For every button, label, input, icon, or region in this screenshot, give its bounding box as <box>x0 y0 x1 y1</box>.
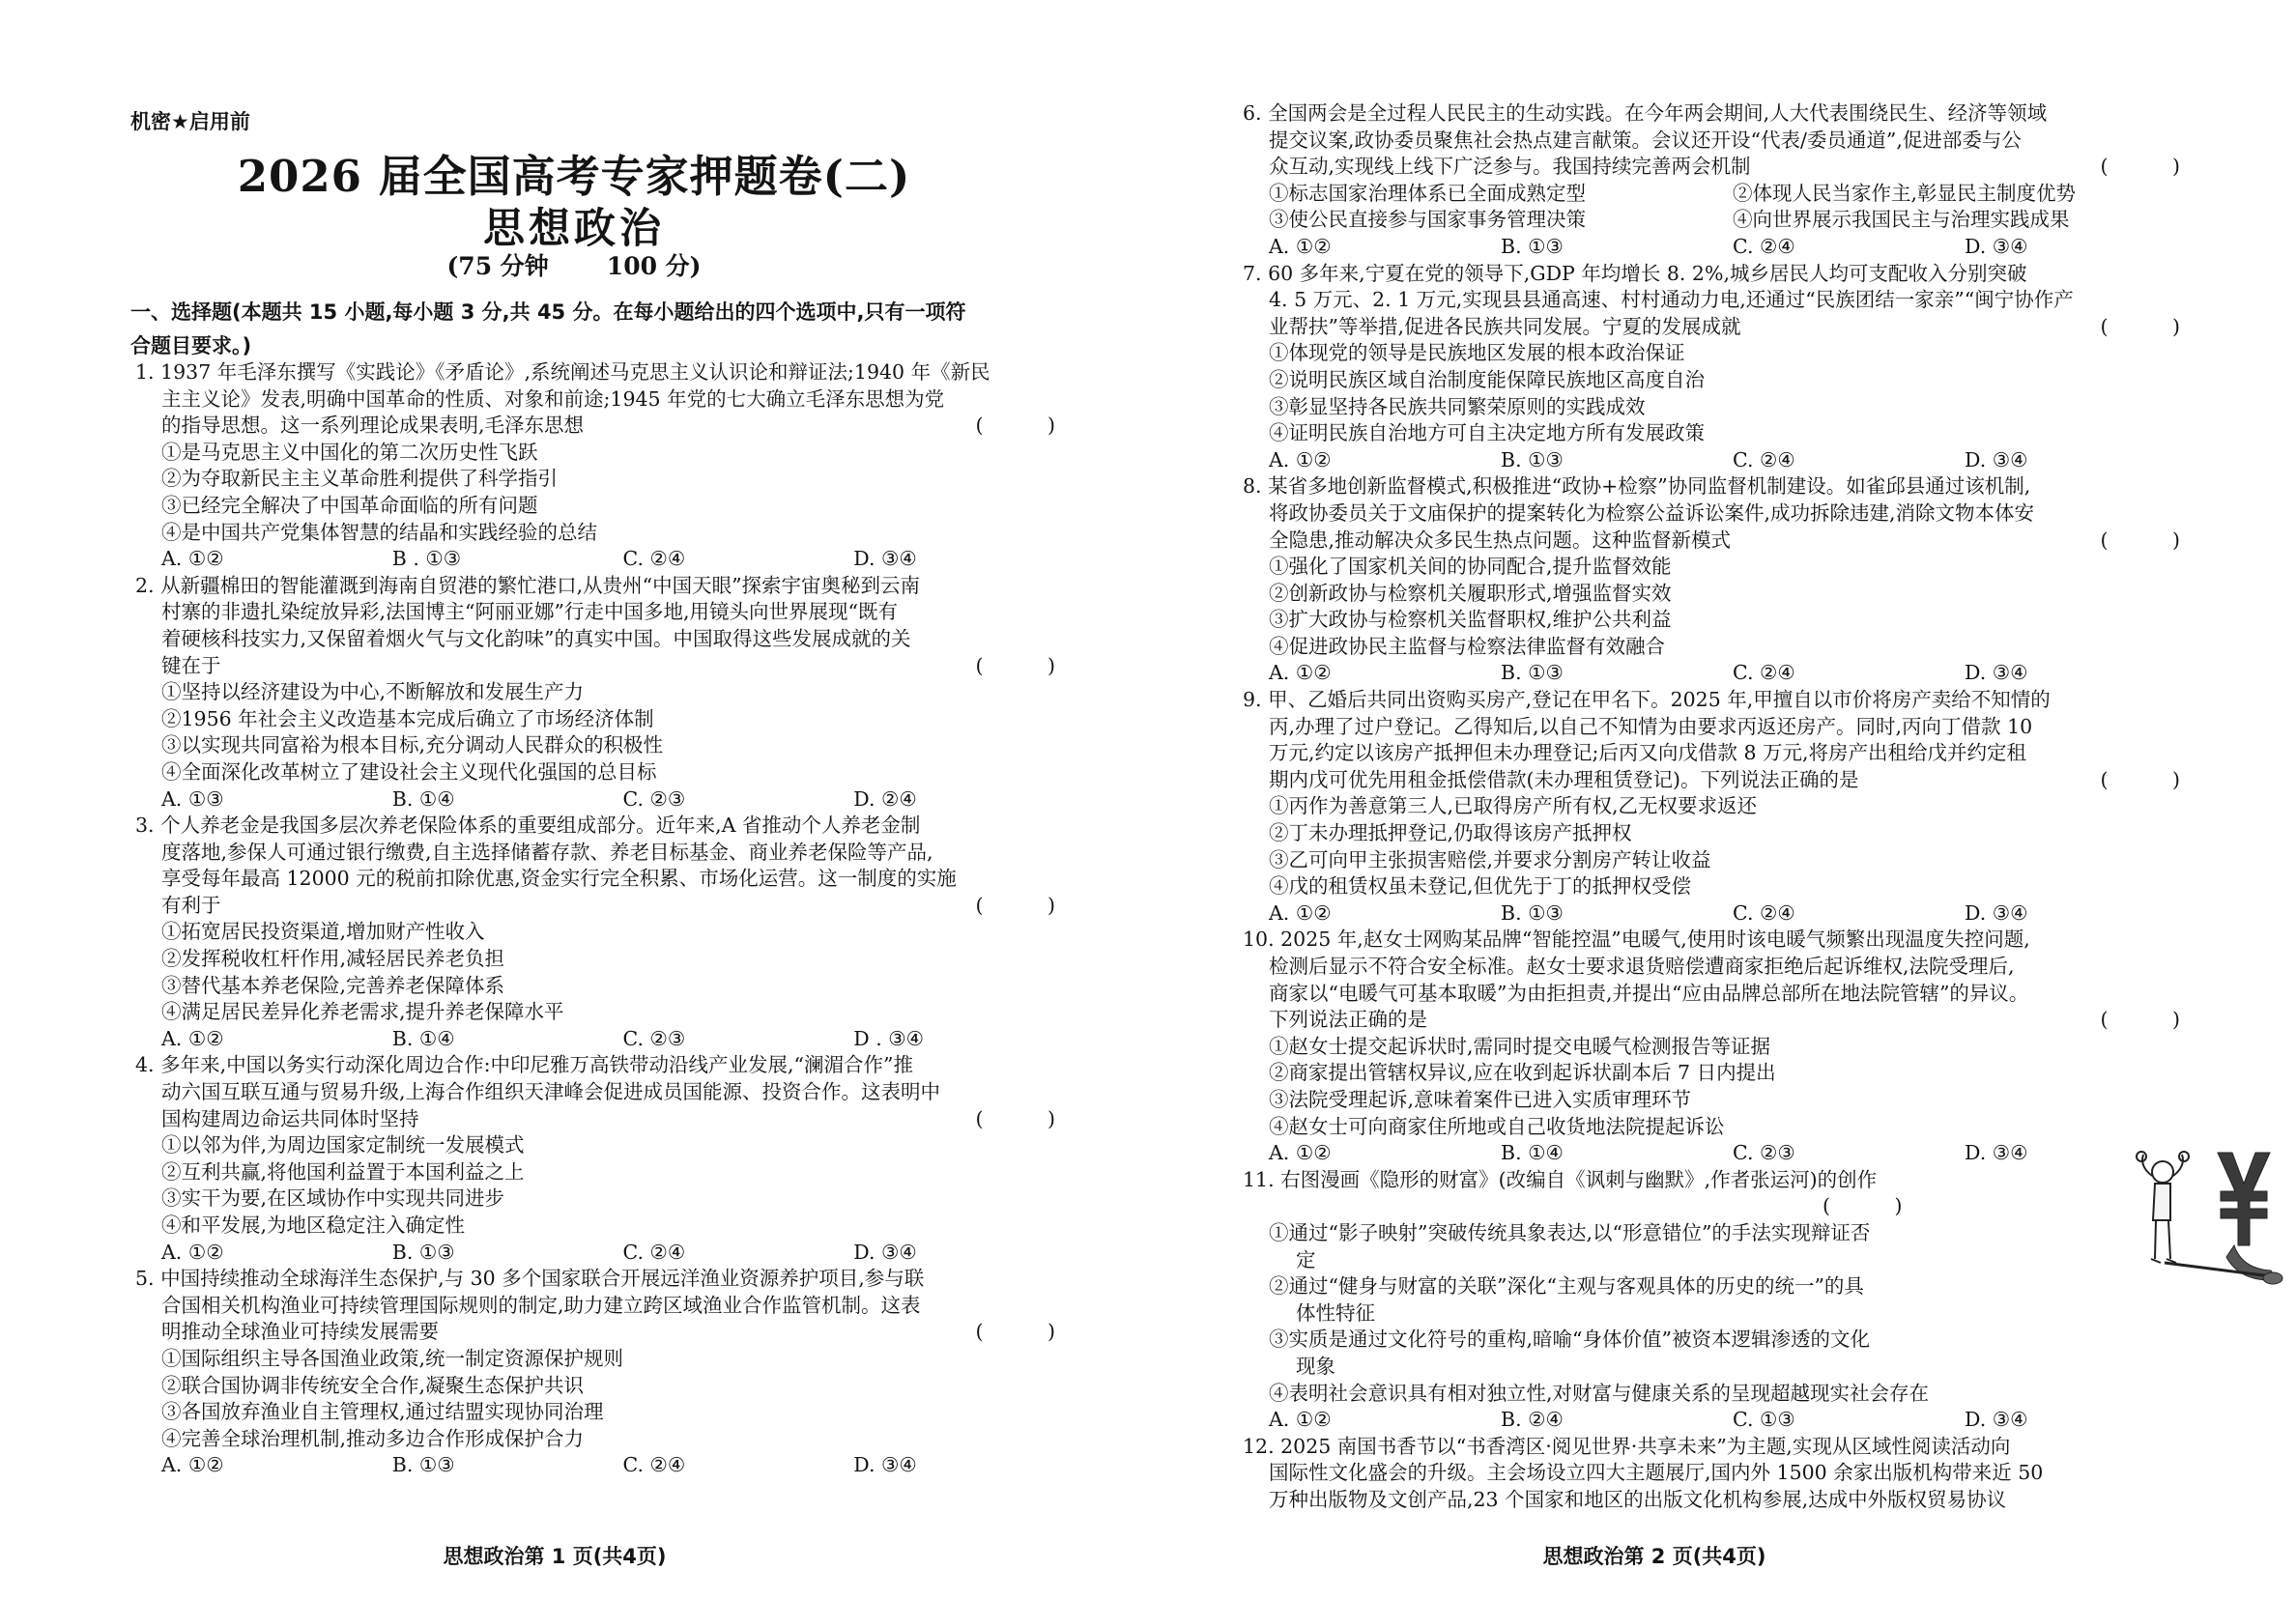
stem-text: 众互动,实现线上线下广泛参与。我国持续完善两会机制 <box>1269 155 1751 179</box>
answer-bracket: ( ) <box>2100 155 2209 179</box>
answer-bracket: ( ) <box>2100 528 2209 552</box>
choice-c: C. ②④ <box>1733 661 1795 685</box>
option: ③使公民直接参与国家事务管理决策 <box>1269 208 1586 232</box>
choice-a: A. ①② <box>1269 447 1332 471</box>
answer-bracket: ( ) <box>975 414 1084 438</box>
stem-line: 万种出版物及文创产品,23 个国家和地区的出版文化机构参展,达成中外版权贸易协议 <box>1269 1487 2007 1511</box>
exam-title: 2026 届全国高考专家押题卷(二) <box>237 151 911 202</box>
section-title-line: 一、选择题(本题共 15 小题,每小题 3 分,共 45 分。在每小题给出的四个选项中,只有一项符 <box>130 300 966 324</box>
option: ④和平发展,为地区稳定注入确定性 <box>161 1214 466 1237</box>
choices <box>135 1452 1084 1479</box>
stem-line: 着硬核科技实力,又保留着烟火气与文化韵味”的真实中国。中国取得这些发展成就的关 <box>161 626 911 650</box>
option: ②商家提出管辖权异议,应在收到起诉状副本后 7 日内提出 <box>1269 1061 1776 1085</box>
choice-a: A. ①② <box>161 1026 224 1050</box>
choice-c: C. ②④ <box>1733 447 1795 471</box>
option-cont: 现象 <box>1296 1354 1335 1378</box>
stem-text: 期内戊可优先用租金抵偿借款(未办理租赁登记)。下列说法正确的是 <box>1269 767 1859 791</box>
stem-line: 主主义论》发表,明确中国革命的性质、对象和前途;1945 年党的七大确立毛泽东思想为党 <box>161 386 945 411</box>
choice-c: C. ②③ <box>622 786 686 811</box>
option: ④向世界展示我国民主与治理实践成果 <box>1733 208 2070 232</box>
choice-a: A. ①② <box>1269 1141 1332 1165</box>
choice-d: D. ③④ <box>853 1453 917 1477</box>
stem-text: 键在于 <box>161 653 221 677</box>
choice-d: D. ③④ <box>1965 1408 2028 1432</box>
option: ①拓宽居民投资渠道,增加财产性收入 <box>161 920 485 944</box>
stem-text: 业帮扶”等举措,促进各民族共同发展。宁夏的发展成就 <box>1269 314 1741 338</box>
stem-line <box>135 653 1084 680</box>
option: ②为夺取新民主主义革命胜利提供了科学指引 <box>161 467 558 491</box>
option-row <box>1243 207 2209 234</box>
option: ②创新政协与检察机关履职形式,增强监督实效 <box>1269 581 1672 605</box>
choices <box>1243 1140 2209 1167</box>
option: ④是中国共产党集体智慧的结晶和实践经验的总结 <box>161 520 597 544</box>
stem-text: 下列说法正确的是 <box>1269 1008 1427 1032</box>
choice-c: C. ②④ <box>1733 234 1795 258</box>
option: ①体现党的领导是民族地区发展的根本政治保证 <box>1269 341 1685 365</box>
answer-bracket: ( ) <box>2100 314 2209 338</box>
option: ④满足居民差异化养老需求,提升养老保障水平 <box>161 1000 564 1024</box>
choice-b: B. ①③ <box>1501 447 1564 471</box>
choices <box>135 786 1084 814</box>
question-10 <box>1243 927 2209 1166</box>
option: ②互利共赢,将他国利益置于本国利益之上 <box>161 1159 525 1184</box>
choice-d: D. ③④ <box>1965 661 2028 685</box>
stem-line: 3. 个人养老金是我国多层次养老保险体系的重要组成部分。近年来,A 省推动个人养老金制 <box>135 814 921 838</box>
option: ③彰显坚持各民族共同繁荣原则的实践成效 <box>1269 394 1646 418</box>
question-2 <box>135 573 1084 813</box>
option: ③扩大政协与检察机关监督职权,维护公共利益 <box>1269 608 1672 632</box>
answer-bracket: ( ) <box>975 1320 1084 1344</box>
option: ③以实现共同富裕为根本目标,充分调动人民群众的积极性 <box>161 733 664 757</box>
option: ②丁未办理抵押登记,仍取得该房产抵押权 <box>1269 821 1632 845</box>
choice-c: C. ②④ <box>622 1453 686 1477</box>
choice-b: B. ①③ <box>1501 234 1564 258</box>
choice-a: A. ①② <box>161 1453 224 1477</box>
option: ②通过“健身与财富的关联”深化“主观与客观具体的历史的统一”的具 <box>1269 1274 1864 1299</box>
confidential-label: 机密★启用前 <box>130 110 250 133</box>
question-5 <box>135 1266 1084 1479</box>
option: ④完善全球治理机制,推动多边合作形成保护合力 <box>161 1426 585 1450</box>
choices <box>135 1026 1084 1053</box>
option: ③法院受理起诉,意味着案件已进入实质审理环节 <box>1269 1087 1692 1111</box>
choice-a: A. ①② <box>161 1240 224 1264</box>
option: ②说明民族区域自治制度能保障民族地区高度自治 <box>1269 367 1705 391</box>
choice-d: D. ③④ <box>1965 447 2028 471</box>
stem-line <box>1243 528 2209 555</box>
question-4 <box>135 1052 1084 1266</box>
option: ②1956 年社会主义改造基本完成后确立了市场经济体制 <box>161 706 654 730</box>
stem-line: 2. 从新疆棉田的智能灌溉到海南自贸港的繁忙港口,从贵州“中国天眼”探索宇宙奥秘到云南 <box>135 573 921 597</box>
question-12 <box>1243 1434 2209 1514</box>
option: ②联合国协调非传统安全合作,凝聚生态保护共识 <box>161 1373 585 1397</box>
choice-b: B. ①④ <box>391 1026 455 1050</box>
choice-d: D. ③④ <box>853 547 917 571</box>
stem-line: 检测后显示不符合安全标准。赵女士要求退货赔偿遭商家拒绝后起诉维权,法院受理后, <box>1269 955 2015 978</box>
answer-bracket: ( ) <box>975 893 1084 917</box>
section-instructions <box>130 296 1082 363</box>
option: ②体现人民当家作主,彰显民主制度优势 <box>1733 181 2077 205</box>
stem-line <box>135 1319 1084 1346</box>
choices <box>1243 1407 2209 1434</box>
choice-b: B. ①③ <box>1501 661 1564 685</box>
choice-c: C. ②③ <box>622 1026 686 1050</box>
stem-text: 明推动全球渔业可持续发展需要 <box>161 1320 439 1344</box>
stem-line: 5. 中国持续推动全球海洋生态保护,与 30 多个国家联合开展远洋渔业资源养护项目,参与联 <box>135 1267 925 1291</box>
choice-c: C. ②③ <box>1733 1141 1795 1165</box>
stem-line: 12. 2025 南国书香节以“书香湾区·阅见世界·共享未来”为主题,实现从区域性阅读活动向 <box>1243 1434 2011 1458</box>
stem-line <box>135 1106 1084 1133</box>
stem-line: 国际性文化盛会的升级。主会场设立四大主题展厅,国内外 1500 余家出版机构带来近 50 <box>1269 1461 2044 1485</box>
answer-bracket: ( ) <box>975 1106 1084 1130</box>
option: ①国际组织主导各国渔业政策,统一制定资源保护规则 <box>161 1346 624 1370</box>
right-column <box>1243 100 2209 1513</box>
choice-d: D . ③④ <box>853 1026 924 1050</box>
answer-bracket: ( ) <box>975 653 1084 677</box>
choice-d: D. ③④ <box>853 1240 917 1264</box>
option: ①是马克思主义中国化的第二次历史性飞跃 <box>161 440 538 464</box>
option: ①通过“影子映射”突破传统具象表达,以“形意错位”的手法实现辩证否 <box>1269 1220 1871 1244</box>
stem-text: 全隐患,推动解决众多民生热点问题。这种监督新模式 <box>1269 528 1732 552</box>
answer-bracket: ( ) <box>2100 767 2209 791</box>
choices <box>135 1240 1084 1267</box>
cartoon-illustration <box>2126 1145 2290 1295</box>
choice-b: B. ①④ <box>391 786 455 811</box>
choice-a: A. ①② <box>1269 1408 1332 1432</box>
option: ①坚持以经济建设为中心,不断解放和发展生产力 <box>161 680 585 704</box>
option: ①标志国家治理体系已全面成熟定型 <box>1269 181 1586 205</box>
choice-b: B. ①③ <box>391 1453 455 1477</box>
option: ③各国放弃渔业自主管理权,通过结盟实现协同治理 <box>161 1400 604 1424</box>
section-title-line: 合题目要求。) <box>130 334 252 357</box>
stem-line: 9. 甲、乙婚后共同出资购买房产,登记在甲名下。2025 年,甲擅自以市价将房产卖给不知情的 <box>1243 688 2051 712</box>
option-row <box>1243 181 2209 208</box>
stem-line: 10. 2025 年,赵女士网购某品牌“智能控温”电暖气,使用时该电暖气频繁出现温度失控问题, <box>1243 928 2030 952</box>
stem-line: 丙,办理了过户登记。乙得知后,以自己不知情为由要求丙返还房产。同时,丙向丁借款 10 <box>1269 714 2033 738</box>
choices <box>1243 900 2209 928</box>
choice-b: B. ②④ <box>1501 1408 1564 1432</box>
answer-bracket: ( ) <box>2100 1008 2209 1032</box>
choice-c: C. ①③ <box>1733 1408 1795 1432</box>
stem-line: 4. 5 万元、2. 1 万元,实现县县通高速、村村通动力电,还通过“民族团结一家亲”“闽宁协作产 <box>1269 288 2074 312</box>
option-cont: 定 <box>1296 1247 1316 1271</box>
stem-line: 6. 全国两会是全过程人民民主的生动实践。在今年两会期间,人大代表围绕民生、经济等领域 <box>1243 101 2048 125</box>
option: ①强化了国家机关间的协同配合,提升监督效能 <box>1269 555 1672 579</box>
stem-line: 万元,约定以该房产抵押但未办理登记;后丙又向戊借款 8 万元,将房产出租给戊并约定租 <box>1269 741 2027 765</box>
stem-text: 的指导思想。这一系列理论成果表明,毛泽东思想 <box>161 414 585 438</box>
choice-b: B . ①③ <box>391 547 462 571</box>
answer-bracket: ( ) <box>1822 1194 1932 1218</box>
choice-d: D. ③④ <box>1965 234 2028 258</box>
option: ③替代基本养老保险,完善养老保障体系 <box>161 973 505 997</box>
question-7 <box>1243 261 2209 474</box>
page-2 <box>1148 0 2296 1599</box>
choices <box>1243 447 2209 474</box>
stem-line: 村寨的非遗扎染绽放异彩,法国博主“阿丽亚娜”行走中国多地,用镜头向世界展现“既有 <box>161 600 898 624</box>
choice-d: D. ③④ <box>1965 1141 2028 1165</box>
stem-line: 提交议案,政协委员聚焦社会热点建言献策。会议还开设“代表/委员通道”,促进部委与公 <box>1269 128 2022 152</box>
stem-line <box>1243 154 2209 181</box>
option: ④戊的租赁权虽未登记,但优先于丁的抵押权受偿 <box>1269 874 1692 899</box>
total-score: 100 分) <box>606 252 702 280</box>
option: ④赵女士可向商家住所地或自己收货地法院提起诉讼 <box>1269 1114 1725 1138</box>
question-9 <box>1243 687 2209 927</box>
stem-line: 8. 某省多地创新监督模式,积极推进“政协+检察”协同监督机制建设。如雀邱县通过该机制, <box>1243 474 2031 499</box>
choice-a: A. ①② <box>1269 661 1332 685</box>
stem-text: 有利于 <box>161 893 221 917</box>
stem-line <box>1243 314 2209 341</box>
stem-line <box>1243 767 2209 794</box>
option: ①以邻为伴,为周边国家定制统一发展模式 <box>161 1133 525 1157</box>
option: ①丙作为善意第三人,已取得房产所有权,乙无权要求返还 <box>1269 794 1758 818</box>
choice-a: A. ①② <box>1269 234 1332 258</box>
option: ③乙可向甲主张损害赔偿,并要求分割房产转让收益 <box>1269 847 1711 871</box>
stem-line <box>135 413 1084 440</box>
choice-c: C. ②④ <box>1733 900 1795 925</box>
answer-bracket-line <box>1243 1193 2209 1220</box>
stem-line: 1. 1937 年毛泽东撰写《实践论》《矛盾论》,系统阐述马克思主义认识论和辩证法;1940 年《新民 <box>135 360 990 384</box>
choice-d: D. ③④ <box>1965 900 2028 925</box>
stem-text: 国构建周边命运共同体时坚持 <box>161 1106 419 1130</box>
choices <box>135 546 1084 573</box>
time-score <box>0 247 1148 282</box>
stem-line: 享受每年最高 12000 元的税前扣除优惠,资金实行完全积累、市场化运营。这一制度的实施 <box>161 867 957 891</box>
choice-d: D. ②④ <box>853 786 917 811</box>
option: ③已经完全解决了中国革命面临的所有问题 <box>161 493 538 517</box>
left-column <box>135 359 1084 1479</box>
option: ①赵女士提交起诉状时,需同时提交电暖气检测报告等证据 <box>1269 1034 1771 1058</box>
question-3 <box>135 813 1084 1052</box>
option-cont: 体性特征 <box>1296 1300 1375 1325</box>
option: ③实质是通过文化符号的重构,暗喻“身体价值”被资本逻辑渗透的文化 <box>1269 1328 1870 1352</box>
question-1 <box>135 359 1084 573</box>
option: ④全面深化改革树立了建设社会主义现代化强国的总目标 <box>161 759 657 784</box>
choice-b: B. ①③ <box>391 1240 455 1264</box>
choice-a: A. ①③ <box>161 786 224 811</box>
stem-line: 将政协委员关于文庙保护的提案转化为检察公益诉讼案件,成功拆除违建,消除文物本体安 <box>1269 500 2035 525</box>
choices <box>1243 660 2209 687</box>
stem-line: 7. 60 多年来,宁夏在党的领导下,GDP 年均增长 8. 2%,城乡居民人均可支配收入分别突破 <box>1243 261 2027 285</box>
stem-line: 4. 多年来,中国以务实行动深化周边合作:中印尼雅万高铁带动沿线产业发展,“澜湄合作”推 <box>135 1053 913 1077</box>
choice-a: A. ①② <box>161 547 224 571</box>
choices <box>1243 234 2209 261</box>
stem-line <box>135 893 1084 920</box>
page-footer: 思想政治第 2 页(共4页) <box>1542 1545 1766 1568</box>
time-limit: (75 分钟 <box>446 252 549 280</box>
choice-b: B. ①③ <box>1501 900 1564 925</box>
page-footer: 思想政治第 1 页(共4页) <box>443 1545 667 1568</box>
option: ④证明民族自治地方可自主决定地方所有发展政策 <box>1269 421 1705 445</box>
stem-line: 动六国互联互通与贸易升级,上海合作组织天津峰会促进成员国能源、投资合作。这表明中 <box>161 1080 941 1104</box>
choice-c: C. ②④ <box>622 547 686 571</box>
option: ③实干为要,在区域协作中实现共同进步 <box>161 1186 505 1211</box>
choice-c: C. ②④ <box>622 1240 686 1264</box>
stem-line <box>1243 1007 2209 1034</box>
stem-line: 11. 右图漫画《隐形的财富》(改编自《讽刺与幽默》,作者张运河)的创作 <box>1243 1167 1878 1191</box>
stem-line: 合国相关机构渔业可持续管理国际规则的制定,助力建立跨区域渔业合作监管机制。这表 <box>161 1293 921 1317</box>
choice-b: B. ①④ <box>1501 1141 1564 1165</box>
option: ④促进政协民主监督与检察法律监督有效融合 <box>1269 634 1665 658</box>
question-11 <box>1243 1167 2209 1434</box>
subject-title: 思想政治 <box>483 205 665 253</box>
question-8 <box>1243 473 2209 687</box>
stem-line: 商家以“电暖气可基本取暖”为由拒担责,并提出“应由品牌总部所在地法院管辖”的异议。 <box>1269 981 2029 1005</box>
question-6 <box>1243 100 2209 261</box>
choice-a: A. ①② <box>1269 900 1332 925</box>
stem-line: 度落地,参保人可通过银行缴费,自主选择储蓄存款、养老目标基金、商业养老保险等产品, <box>161 840 933 864</box>
option: ④表明社会意识具有相对独立性,对财富与健康关系的呈现超越现实社会存在 <box>1269 1381 1930 1405</box>
option: ②发挥税收杠杆作用,减轻居民养老负担 <box>161 947 505 971</box>
